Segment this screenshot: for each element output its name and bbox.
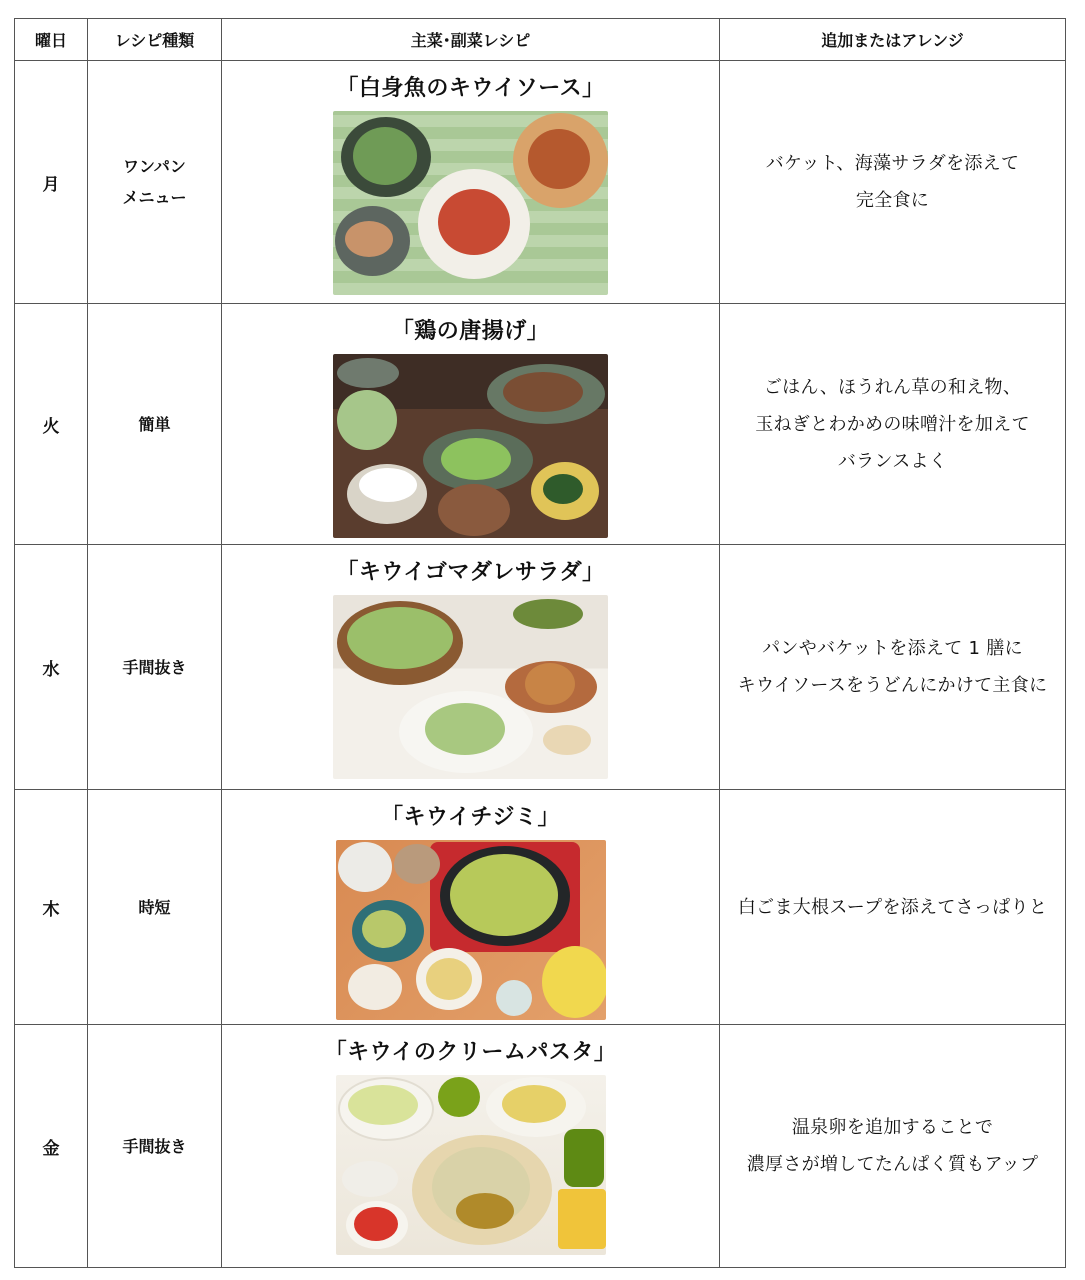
row-type: 時短 (88, 790, 222, 1025)
row-arrange: 白ごま大根スープを添えてさっぱりと (720, 790, 1066, 1025)
row-arrange: ごはん、ほうれん草の和え物、 玉ねぎとわかめの味噌汁を加えて バランスよく (720, 304, 1066, 545)
row-day: 金 (14, 1025, 88, 1268)
recipe-photo (333, 354, 608, 538)
recipe-title: 「白身魚のキウイソース」 (336, 76, 605, 101)
row-arrange: 温泉卵を追加することで 濃厚さが増してたんぱく質もアップ (720, 1025, 1066, 1268)
recipe-title: 「キウイのクリームパスタ」 (324, 1040, 617, 1065)
row-arrange: バケット、海藻サラダを添えて 完全食に (720, 61, 1066, 304)
header-type: レシピ種類 (88, 18, 222, 61)
recipe-photo (336, 840, 606, 1020)
row-day: 月 (14, 61, 88, 304)
recipe-title: 「キウイチジミ」 (381, 805, 560, 830)
header-day: 曜日 (14, 18, 88, 61)
recipe-photo (333, 595, 608, 779)
row-type: ワンパン メニュー (88, 61, 222, 304)
row-recipe (222, 1025, 720, 1268)
row-type: 手間抜き (88, 545, 222, 790)
header-recipe: 主菜･副菜レシピ (222, 18, 720, 61)
recipe-photo (333, 111, 608, 295)
row-recipe (222, 790, 720, 1025)
row-type: 簡単 (88, 304, 222, 545)
header-arrange: 追加またはアレンジ (720, 18, 1066, 61)
row-day: 木 (14, 790, 88, 1025)
row-day: 水 (14, 545, 88, 790)
recipe-title: 「キウイゴマダレサラダ」 (336, 560, 605, 585)
row-day: 火 (14, 304, 88, 545)
row-type: 手間抜き (88, 1025, 222, 1268)
recipe-table (14, 18, 1066, 1266)
recipe-title: 「鶏の唐揚げ」 (391, 319, 550, 344)
row-recipe (222, 304, 720, 545)
row-arrange: パンやバケットを添えて 1 膳に キウイソースをうどんにかけて主食に (720, 545, 1066, 790)
recipe-photo (336, 1075, 606, 1255)
row-recipe (222, 61, 720, 304)
row-recipe (222, 545, 720, 790)
